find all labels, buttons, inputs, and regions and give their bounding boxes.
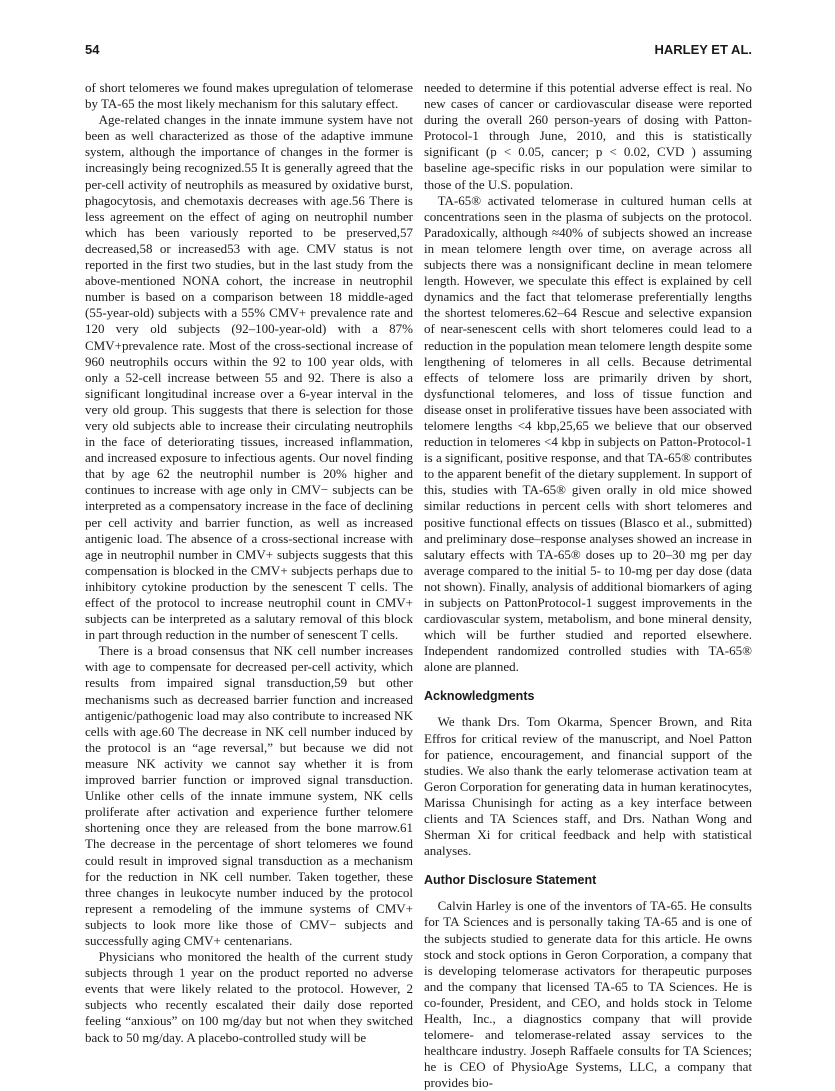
- body-paragraph: Physicians who monitored the health of the current study subjects through 1 year on the product reported no adverse events that were likely related to the protocol. However, 2 subjects who recently escalated their daily dose reported feeling “anxious” on 100 mg/day but not when they switched back to 50 mg/day. A placebo-controlled study will be: [85, 949, 413, 1045]
- body-paragraph: There is a broad consensus that NK cell number increases with age to compensate for decreased per-cell activity, which results from impaired signal transduction,59 but other mechanisms such as decreased barrier function and increased antigenic/pathogenic load may also contribute to increased NK cells with age.60 The decrease in NK cell number induced by the protocol is an “age reversal,” but because we did not measure NK activity we cannot say whether it is from improved barrier function or improved signal transduction. Unlike other cells of the innate immune system, NK cells proliferate after activation and experience further telomere shortening once they are released from the bone marrow.61 The decrease in the percentage of short telomeres we found could result in improved signal transduction as a mechanism for the reduction in NK cell number. Taken together, these three changes in leukocyte number induced by the protocol represent a remodeling of the immune systems of CMV+ subjects to look more like those of CMV− subjects and successfully aging CMV+ centenarians.: [85, 643, 413, 948]
- disclosure-paragraph: Calvin Harley is one of the inventors of TA-65. He consults for TA Sciences and is personally taking TA-65 and is one of the subjects studied to generate data for this article. He owns stock and stock options in Geron Corporation, a company that is developing telomerase activators for therapeutic purposes and the company that licensed TA-65 to TA Sciences. He is co-founder, President, and CEO, and holds stock in Telome Health, Inc., a diagnostics company that will provide telomere- and telomerase-related assay services to the healthcare industry. Joseph Raffaele consults for TA Sciences; he is CEO of PhysioAge Systems, LLC, a company that provides bio-: [424, 898, 752, 1091]
- page-header: [0, 42, 835, 62]
- body-paragraph: needed to determine if this potential adverse effect is real. No new cases of cancer or cardiovascular disease were reported during the overall 260 person-years of dosing with Patton-Protocol-1 through June, 2010, and this is statistically significant (p < 0.05, cancer; p < 0.02, CVD ) assuming baseline age-specific risks in our population were similar to those of the U.S. population.: [424, 80, 752, 192]
- page-number: 54: [85, 42, 100, 57]
- body-paragraph: of short telomeres we found makes upregulation of telomerase by TA-65 the most likely mechanism for this salutary effect.: [85, 80, 413, 112]
- left-column: [85, 80, 413, 1046]
- body-paragraph: Age-related changes in the innate immune system have not been as well characterized as those of the adaptive immune system, although the importance of changes in the former is increasingly being recognized.55 It is generally agreed that the per-cell activity of neutrophils as measured by oxidative burst, phagocytosis, and chemotaxis decreases with age.56 There is less agreement on the effect of aging on neutrophil number which has been variously reported to be preserved,57 decreased,58 or increased53 with age. CMV status is not reported in the first two studies, but in the last study from the above-mentioned NONA cohort, the increase in neutrophil number is based on a comparison between 18 middle-aged (55-year-old) subjects with a 55% CMV+ prevalence rate and 120 very old subjects (92–100-year-old) with a 87% CMV+prevalence rate. Most of the cross-sectional increase of 960 neutrophils occurs within the 92 to 100 year olds, with only a 52-cell increase between 55 and 92. There is also a significant longitudinal increase over a 6-year interval in the very old group. This suggests that there is selection for those very old subjects able to increase their circulating neutrophils in the face of deteriorating tissues, increased inflammation, and increased exposure to infectious agents. Our novel finding that by age 62 the neutrophil number is 20% higher and continues to increase with age only in CMV− subjects can be interpreted as a compensatory increase in the face of declining per cell activity and barrier function, as well as increased antigenic load. The absence of a cross-sectional increase with age in neutrophil number in CMV+ subjects suggests that this compensation is blocked in the CMV+ subjects perhaps due to inhibitory cytokine production by the senescent T cells. The effect of the protocol to increase neutrophil count in CMV+ subjects can be interpreted as a salutary removal of this block in part through reduction in the number of senescent T cells.: [85, 112, 413, 643]
- acknowledgments-paragraph: We thank Drs. Tom Okarma, Spencer Brown, and Rita Effros for critical review of the manuscript, and Noel Patton for patience, encouragement, and financial support of the studies. We also thank the early telomerase activation team at Geron Corporation for generating data in human keratinocytes, Marissa Chunisingh for acting as a key interface between clients and TA Sciences staff, and Drs. Nathan Wong and Sherman Xi for critical feedback and help with statistical analyses.: [424, 714, 752, 859]
- disclosure-heading: Author Disclosure Statement: [424, 873, 597, 888]
- acknowledgments-heading: Acknowledgments: [424, 689, 535, 704]
- body-paragraph: TA-65® activated telomerase in cultured human cells at concentrations seen in the plasma of subjects on the protocol. Paradoxically, although ≈40% of subjects showed an increase in mean telomere length over time, on average across all subjects there was a nonsignificant decline in mean telomere length. However, we speculate this effect is explained by cell dynamics and the fact that telomerase preferentially lengths the shortest telomeres.62–64 Rescue and selective expansion of near-senescent cells with short telomeres could lead to a reduction in the population mean telomere length despite some lengthening of telomeres in all cells. Because detrimental effects of telomere loss are primarily driven by short, dysfunctional telomeres, and loss of tissue function and disease onset in proliferative tissues have been associated with telomere lengths <4 kbp,25,65 we believe that our observed reduction in telomeres <4 kbp in subjects on Patton-Protocol-1 is a significant, positive response, and that TA-65® contributes to the apparent benefit of the dietary supplement. In support of this, studies with TA-65® given orally in old mice showed similar reductions in percent cells with short telomeres and positive functional effects on tissues (Blasco et al., submitted) and preliminary dose–response analyses showed an increase in salutary effects with TA-65® doses up to 20–30 mg per day average compared to the initial 5- to 10-mg per day dose (data not shown). Finally, analysis of additional biomarkers of aging in subjects on PattonProtocol-1 suggest improvements in the cardiovascular system, metabolism, and bone mineral density, which will be further studied and reported elsewhere. Independent randomized controlled studies with TA-65® alone are planned.: [424, 192, 752, 675]
- running-head: HARLEY ET AL.: [654, 42, 752, 57]
- right-column: [424, 80, 752, 1091]
